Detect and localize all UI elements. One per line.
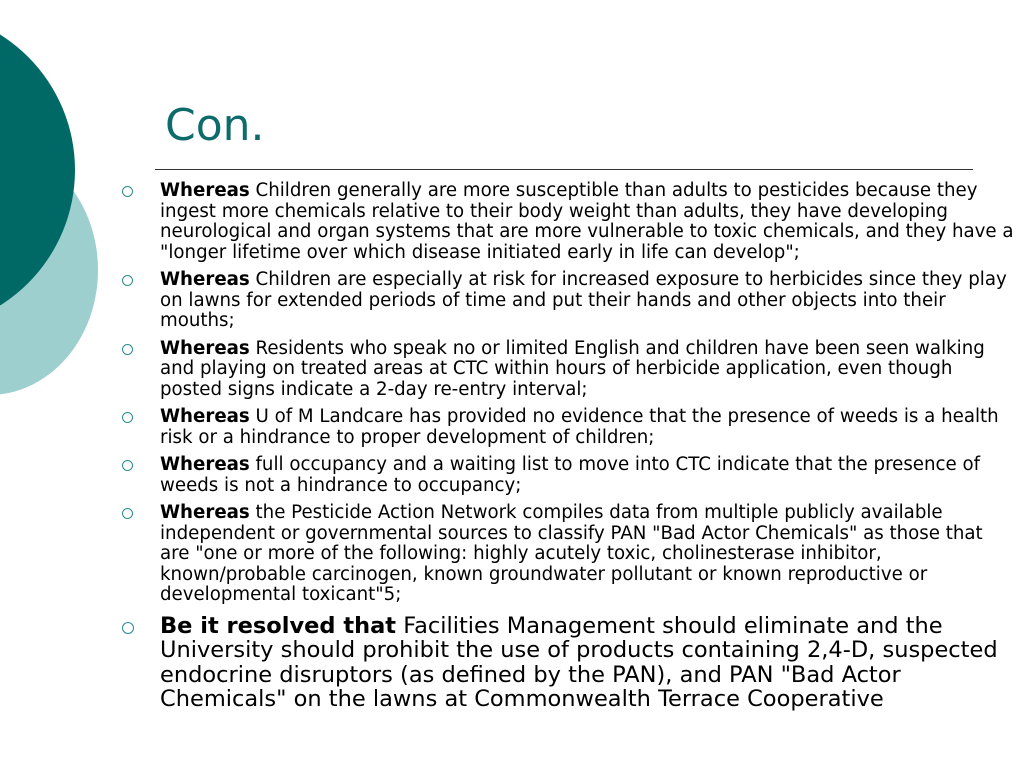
bullet-lead: Whereas <box>160 180 250 201</box>
bullet-text: Children are especially at risk for increased exposure to herbicides since they play on lawns for extended periods of time and put their hands and other objects into their mouths; <box>160 269 1007 331</box>
bullet-text: the Pesticide Action Network compiles data from multiple publicly available independent or governmental sources to classify PAN "Bad Actor Chemicals" as those that are "one or more of the following: highly acutely toxic, cholinesterase inhibitor, known/probable carcinogen, known groundwater pollutant or known reproductive or developmental toxicant"5; <box>160 502 983 605</box>
bullet-text: U of M Landcare has provided no evidence that the presence of weeds is a health risk or a hindrance to proper development of children; <box>160 406 999 448</box>
bullet-lead: Whereas <box>160 454 250 475</box>
bullet-lead: Whereas <box>160 406 250 427</box>
bullet-text: Residents who speak no or limited English and children have been seen walking and playing on treated areas at CTC within hours of herbicide application, even though posted signs indicate a 2-day re-entry interval; <box>160 337 985 400</box>
bullet-list <box>160 181 1016 719</box>
bullet-text: Children generally are more susceptible than adults to pesticides because they ingest more chemicals relative to their body weight than adults, they have developing neurological and organ systems that are more vulnerable to toxic chemicals, and they have a "longer lifetime over which disease initiated early in life can develop"; <box>160 180 1014 263</box>
bullet-lead: Whereas <box>160 337 250 359</box>
bullet-item <box>160 270 1016 332</box>
bullet-item <box>160 503 1016 606</box>
slide-title: Con. <box>165 100 265 151</box>
circle-bullet-icon <box>122 344 133 355</box>
resolution-item <box>160 614 1016 712</box>
bullet-lead: Whereas <box>160 269 250 290</box>
resolution-text: Facilities Management should eliminate and the University should prohibit the use of products containing 2,4-D, suspected endocrine disruptors (as defined by the PAN), and PAN "Bad Actor Chemicals" on the lawns at Commonwealth Terrace Cooperative <box>160 612 998 712</box>
circle-bullet-icon <box>122 275 133 286</box>
circle-bullet-icon <box>122 622 134 634</box>
circle-bullet-icon <box>122 186 133 197</box>
resolution-lead: Be it resolved that <box>160 612 397 639</box>
bullet-text: full occupancy and a waiting list to move into CTC indicate that the presence of weeds is not a hindrance to occupancy; <box>160 454 981 496</box>
circle-bullet-icon <box>122 460 133 471</box>
bullet-item <box>160 181 1016 263</box>
bullet-lead: Whereas <box>160 502 250 523</box>
bullet-item <box>160 455 1016 496</box>
bullet-item <box>160 339 1016 401</box>
circle-bullet-icon <box>122 412 133 423</box>
title-divider <box>155 169 973 170</box>
circle-bullet-icon <box>122 508 133 519</box>
bullet-item <box>160 407 1016 448</box>
